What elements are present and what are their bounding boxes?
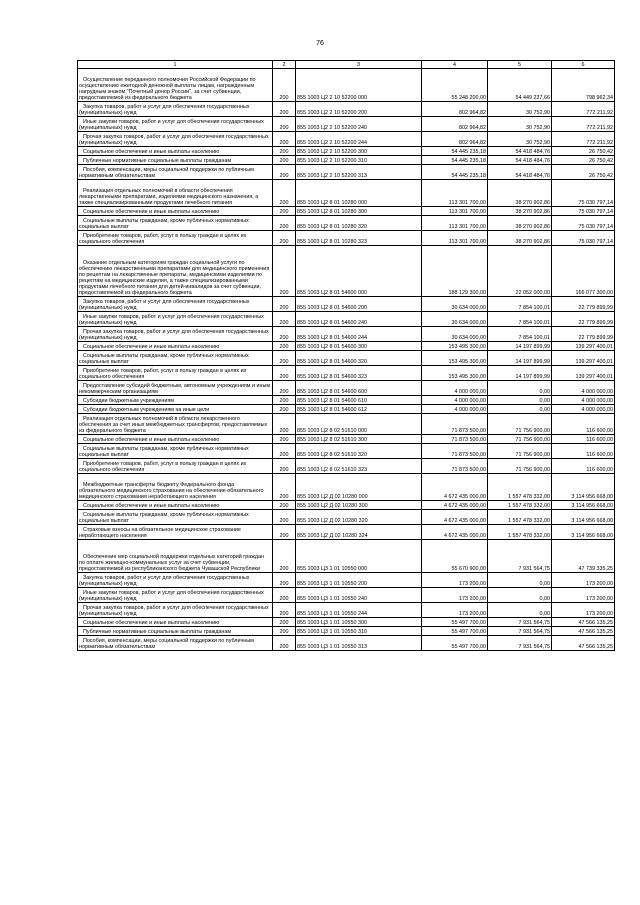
row-classification-code: 855 1003 Ц2 8 01 54600 244 [296,327,422,342]
table-row [78,459,615,474]
column-header: 3 [296,61,422,69]
table-row [78,156,615,165]
row-line-code: 200 [273,69,296,102]
row-approved-amount: 30 634 000,00 [422,312,488,327]
row-line-code: 200 [273,618,296,627]
table-row [78,165,615,180]
row-classification-code: 855 1003 Ц2 8 02 51610 000 [296,414,422,435]
row-executed-amount: 71 756 900,00 [488,444,552,459]
row-line-code: 200 [273,180,296,207]
row-classification-code: 855 1003 Ц2 2 10 52200 313 [296,165,422,180]
table-row [78,381,615,396]
row-classification-code: 855 1003 Ц2 Д 02 10280 320 [296,510,422,525]
row-executed-amount: 38 270 902,86 [488,231,552,246]
row-description: Приобретение товаров, работ, услуг в пользу граждан в целях их социального обеспечения [78,459,273,474]
row-line-code: 200 [273,165,296,180]
row-unexecuted-amount: 173 200,00 [552,603,615,618]
row-unexecuted-amount: 75 030 797,14 [552,231,615,246]
table-row [78,573,615,588]
row-executed-amount: 0,00 [488,603,552,618]
row-line-code: 200 [273,444,296,459]
row-executed-amount: 1 557 478 332,00 [488,510,552,525]
row-unexecuted-amount: 772 211,92 [552,102,615,117]
row-unexecuted-amount: 772 211,92 [552,117,615,132]
table-row [78,327,615,342]
row-classification-code: 855 1003 Ц2 8 01 54600 600 [296,381,422,396]
row-approved-amount: 153 495 300,00 [422,342,488,351]
table-row [78,69,615,102]
row-line-code: 200 [273,312,296,327]
row-description: Социальное обеспечение и иные выплаты населению [78,342,273,351]
row-executed-amount: 14 197 899,99 [488,366,552,381]
row-approved-amount: 30 634 000,00 [422,297,488,312]
row-classification-code: 855 1003 Ц2 8 01 54600 300 [296,342,422,351]
row-approved-amount: 30 634 000,00 [422,327,488,342]
row-approved-amount: 113 301 700,00 [422,216,488,231]
row-description: Реализация отдельных полномочий в области лекарственного обеспечения за счет иных межбюджетных трансфертов, предоставляемых из федерального бюджета [78,414,273,435]
table-row [78,180,615,207]
row-unexecuted-amount: 4 000 000,00 [552,396,615,405]
row-line-code: 200 [273,246,296,297]
row-executed-amount: 7 931 564,75 [488,627,552,636]
row-unexecuted-amount: 166 077 300,00 [552,246,615,297]
row-unexecuted-amount: 4 000 000,00 [552,405,615,414]
row-unexecuted-amount: 116 600,00 [552,444,615,459]
row-line-code: 200 [273,414,296,435]
row-approved-amount: 71 873 500,00 [422,459,488,474]
row-unexecuted-amount: 4 000 000,00 [552,381,615,396]
row-executed-amount: 14 197 899,99 [488,342,552,351]
row-executed-amount: 38 270 902,86 [488,180,552,207]
row-unexecuted-amount: 75 030 797,14 [552,207,615,216]
row-classification-code: 855 1003 Ц2 8 02 51610 300 [296,435,422,444]
row-approved-amount: 55 497 700,00 [422,636,488,651]
row-line-code: 200 [273,351,296,366]
row-description: Прочая закупка товаров, работ и услуг для обеспечения государственных (муниципальных) нужд [78,132,273,147]
row-classification-code: 855 1003 Ц3 1 01 10550 200 [296,573,422,588]
row-approved-amount: 173 200,00 [422,573,488,588]
row-classification-code: 855 1003 Ц2 Д 02 10280 000 [296,474,422,501]
row-approved-amount: 113 301 700,00 [422,231,488,246]
row-classification-code: 855 1003 Ц2 8 01 54600 000 [296,246,422,297]
row-approved-amount: 173 200,00 [422,588,488,603]
table-row [78,414,615,435]
row-approved-amount: 173 200,00 [422,603,488,618]
row-approved-amount: 55 497 700,00 [422,627,488,636]
row-approved-amount: 71 873 500,00 [422,435,488,444]
row-description: Социальное обеспечение и иные выплаты населению [78,501,273,510]
row-line-code: 200 [273,231,296,246]
column-header: 6 [552,61,615,69]
row-line-code: 200 [273,147,296,156]
row-executed-amount: 0,00 [488,588,552,603]
row-classification-code: 855 1003 Ц2 2 10 52200 244 [296,132,422,147]
row-description: Социальные выплаты гражданам, кроме публичных нормативных социальных выплат [78,351,273,366]
column-header: 4 [422,61,488,69]
table-row [78,207,615,216]
row-line-code: 200 [273,627,296,636]
row-approved-amount: 71 873 500,00 [422,444,488,459]
row-description: Предоставление субсидий бюджетным, автономным учреждениям и иным некоммерческим организациям [78,381,273,396]
row-classification-code: 855 1003 Ц2 8 02 51610 323 [296,459,422,474]
row-description: Субсидии бюджетным учреждениям [78,396,273,405]
row-line-code: 200 [273,132,296,147]
row-classification-code: 855 1003 Ц2 8 01 10280 320 [296,216,422,231]
row-approved-amount: 4 672 435 000,00 [422,525,488,540]
row-unexecuted-amount: 26 750,42 [552,165,615,180]
row-line-code: 200 [273,588,296,603]
row-executed-amount: 7 931 564,75 [488,540,552,573]
row-executed-amount: 71 756 900,00 [488,414,552,435]
row-description: Прочая закупка товаров, работ и услуг для обеспечения государственных (муниципальных) нужд [78,603,273,618]
row-line-code: 200 [273,573,296,588]
row-unexecuted-amount: 3 114 956 668,00 [552,474,615,501]
row-description: Обеспечение мер социальной поддержки отдельных категорий граждан по оплате жилищно-коммунальных услуг за счет субвенции, предоставляемой из республиканского бюджета Чувашской Республики [78,540,273,573]
table-row [78,603,615,618]
table-row [78,474,615,501]
table-row [78,444,615,459]
row-line-code: 200 [273,459,296,474]
row-unexecuted-amount: 75 030 797,14 [552,216,615,231]
row-description: Осуществление переданного полномочия Российской Федерации по осуществлению ежегодной денежной выплаты лицам, награжденным нагрудным знаком "Почетный донор России", за счет субвенции, предоставляемой из федерального бюджета [78,69,273,102]
table-row [78,510,615,525]
row-description: Иные закупки товаров, работ и услуг для обеспечения государственных (муниципальных) нужд [78,312,273,327]
row-description: Публичные нормативные социальные выплаты гражданам [78,627,273,636]
table-row [78,342,615,351]
row-approved-amount: 4 672 435 000,00 [422,474,488,501]
row-description: Социальные выплаты гражданам, кроме публичных нормативных социальных выплат [78,510,273,525]
row-line-code: 200 [273,216,296,231]
row-executed-amount: 0,00 [488,573,552,588]
row-approved-amount: 153 495 300,00 [422,351,488,366]
row-executed-amount: 71 756 900,00 [488,435,552,444]
table-row [78,102,615,117]
row-unexecuted-amount: 116 600,00 [552,414,615,435]
row-classification-code: 855 1003 Ц3 1 01 10550 240 [296,588,422,603]
budget-table [77,60,615,651]
table-row [78,312,615,327]
row-executed-amount: 7 931 564,75 [488,636,552,651]
table-row [78,366,615,381]
row-approved-amount: 54 445 235,18 [422,147,488,156]
row-description: Социальное обеспечение и иные выплаты населению [78,147,273,156]
table-row [78,396,615,405]
row-line-code: 200 [273,156,296,165]
row-approved-amount: 4 672 435 000,00 [422,501,488,510]
row-line-code: 200 [273,297,296,312]
row-classification-code: 855 1003 Ц2 8 01 54600 240 [296,312,422,327]
row-description: Иные закупки товаров, работ и услуг для обеспечения государственных (муниципальных) нужд [78,117,273,132]
row-unexecuted-amount: 772 211,92 [552,132,615,147]
row-unexecuted-amount: 3 114 956 668,00 [552,525,615,540]
row-line-code: 200 [273,396,296,405]
row-classification-code: 855 1003 Ц2 8 01 54600 610 [296,396,422,405]
row-unexecuted-amount: 47 566 135,25 [552,636,615,651]
row-line-code: 200 [273,342,296,351]
row-approved-amount: 802 964,82 [422,117,488,132]
row-description: Социальное обеспечение и иные выплаты населению [78,618,273,627]
row-line-code: 200 [273,501,296,510]
row-unexecuted-amount: 173 200,00 [552,573,615,588]
row-unexecuted-amount: 139 297 400,01 [552,342,615,351]
table-row [78,147,615,156]
row-unexecuted-amount: 139 297 400,01 [552,351,615,366]
column-header: 2 [273,61,296,69]
row-executed-amount: 54 449 237,66 [488,69,552,102]
table-row [78,405,615,414]
row-approved-amount: 55 497 700,00 [422,618,488,627]
row-executed-amount: 1 557 478 332,00 [488,525,552,540]
row-unexecuted-amount: 3 114 956 668,00 [552,510,615,525]
row-description: Прочая закупка товаров, работ и услуг для обеспечения государственных (муниципальных) нужд [78,327,273,342]
row-classification-code: 855 1003 Ц3 1 01 10550 313 [296,636,422,651]
row-description: Закупка товаров, работ и услуг для обеспечения государственных (муниципальных) нужд [78,102,273,117]
row-line-code: 200 [273,405,296,414]
page-number: 76 [316,40,324,47]
table-row [78,501,615,510]
row-unexecuted-amount: 22 779 899,99 [552,312,615,327]
table-row [78,618,615,627]
row-description: Приобретение товаров, работ, услуг в пользу граждан в целях их социального обеспечения [78,366,273,381]
row-unexecuted-amount: 3 114 956 668,00 [552,501,615,510]
row-approved-amount: 54 445 235,18 [422,156,488,165]
table-row [78,351,615,366]
row-executed-amount: 71 756 900,00 [488,459,552,474]
row-classification-code: 855 1003 Ц3 1 01 10550 000 [296,540,422,573]
table-row [78,435,615,444]
row-unexecuted-amount: 47 566 135,25 [552,618,615,627]
row-classification-code: 855 1003 Ц2 8 01 54600 612 [296,405,422,414]
row-description: Социальное обеспечение и иные выплаты населению [78,207,273,216]
row-line-code: 200 [273,540,296,573]
row-approved-amount: 4 672 435 000,00 [422,510,488,525]
row-executed-amount: 0,00 [488,381,552,396]
row-classification-code: 855 1003 Ц2 2 10 52200 300 [296,147,422,156]
row-classification-code: 855 1003 Ц2 8 02 51610 320 [296,444,422,459]
row-executed-amount: 1 557 478 332,00 [488,501,552,510]
row-executed-amount: 30 752,90 [488,117,552,132]
row-classification-code: 855 1003 Ц2 2 10 52200 000 [296,69,422,102]
row-unexecuted-amount: 26 750,42 [552,156,615,165]
row-line-code: 200 [273,510,296,525]
row-description: Социальные выплаты гражданам, кроме публичных нормативных социальных выплат [78,444,273,459]
row-unexecuted-amount: 47 566 135,25 [552,627,615,636]
row-line-code: 200 [273,207,296,216]
row-approved-amount: 55 248 200,00 [422,69,488,102]
row-executed-amount: 0,00 [488,405,552,414]
row-description: Закупка товаров, работ и услуг для обеспечения государственных (муниципальных) нужд [78,573,273,588]
row-classification-code: 855 1003 Ц2 Д 02 10280 324 [296,525,422,540]
row-executed-amount: 30 752,90 [488,132,552,147]
row-classification-code: 855 1003 Ц2 2 10 52200 310 [296,156,422,165]
row-executed-amount: 54 418 484,76 [488,156,552,165]
row-executed-amount: 1 557 478 332,00 [488,474,552,501]
table-row [78,540,615,573]
row-classification-code: 855 1003 Ц2 2 10 52200 240 [296,117,422,132]
column-header: 1 [78,61,273,69]
row-approved-amount: 802 964,82 [422,102,488,117]
row-unexecuted-amount: 22 779 899,99 [552,297,615,312]
row-description: Закупка товаров, работ и услуг для обеспечения государственных (муниципальных) нужд [78,297,273,312]
row-line-code: 200 [273,525,296,540]
row-approved-amount: 4 000 000,00 [422,396,488,405]
row-description: Оказание отдельным категориям граждан социальной услуги по обеспечению лекарственными препаратами для медицинского применения по рецептам на лекарственные препараты, медицинскими изделиями по рецептам на медицинские изделия, а также специализированными продуктами лечебного питания для детей-инвалидов за счет субвенции, предоставляемой из федерального бюджета [78,246,273,297]
row-description: Иные закупки товаров, работ и услуг для обеспечения государственных (муниципальных) нужд [78,588,273,603]
row-executed-amount: 38 270 902,86 [488,216,552,231]
row-unexecuted-amount: 173 200,00 [552,588,615,603]
table-row [78,231,615,246]
row-executed-amount: 7 854 100,01 [488,327,552,342]
row-unexecuted-amount: 798 962,34 [552,69,615,102]
row-description: Публичные нормативные социальные выплаты гражданам [78,156,273,165]
row-description: Субсидии бюджетным учреждениям на иные цели [78,405,273,414]
table-header-row [78,61,615,69]
table-row [78,117,615,132]
row-line-code: 200 [273,636,296,651]
row-description: Социальное обеспечение и иные выплаты населению [78,435,273,444]
row-unexecuted-amount: 22 779 899,99 [552,327,615,342]
row-line-code: 200 [273,327,296,342]
row-executed-amount: 54 418 484,76 [488,147,552,156]
row-classification-code: 855 1003 Ц2 8 01 54600 200 [296,297,422,312]
table-row [78,588,615,603]
table-row [78,297,615,312]
row-classification-code: 855 1003 Ц2 8 01 10280 000 [296,180,422,207]
row-description: Социальные выплаты гражданам, кроме публичных нормативных социальных выплат [78,216,273,231]
row-classification-code: 855 1003 Ц3 1 01 10550 244 [296,603,422,618]
table-row [78,216,615,231]
row-line-code: 200 [273,474,296,501]
row-executed-amount: 7 931 564,75 [488,618,552,627]
row-description: Страховые взносы на обязательное медицинское страхование неработающего населения [78,525,273,540]
row-description: Приобретение товаров, работ, услуг в пользу граждан в целях их социального обеспечения [78,231,273,246]
row-executed-amount: 14 197 899,99 [488,351,552,366]
row-classification-code: 855 1003 Ц2 Д 02 10280 300 [296,501,422,510]
row-approved-amount: 71 873 500,00 [422,414,488,435]
row-approved-amount: 113 301 700,00 [422,207,488,216]
row-approved-amount: 802 964,82 [422,132,488,147]
row-classification-code: 855 1003 Ц2 8 01 10280 300 [296,207,422,216]
table-row [78,246,615,297]
row-approved-amount: 54 445 235,18 [422,165,488,180]
row-approved-amount: 153 495 300,00 [422,366,488,381]
row-unexecuted-amount: 47 739 335,25 [552,540,615,573]
row-unexecuted-amount: 75 030 797,14 [552,180,615,207]
row-description: Межбюджетные трансферты бюджету Федерального фонда обязательного медицинского страхования на обеспечение обязательного медицинского страхования неработающего населения [78,474,273,501]
row-approved-amount: 4 000 000,00 [422,405,488,414]
row-executed-amount: 7 854 100,01 [488,312,552,327]
table-row [78,525,615,540]
row-executed-amount: 30 752,90 [488,102,552,117]
row-description: Реализация отдельных полномочий в области обеспечения лекарственными препаратами, изделиями медицинского назначения, а также специализированными продуктами лечебного питания [78,180,273,207]
table-row [78,132,615,147]
row-line-code: 200 [273,366,296,381]
row-approved-amount: 4 000 000,00 [422,381,488,396]
row-executed-amount: 22 052 000,00 [488,246,552,297]
row-approved-amount: 188 129 300,00 [422,246,488,297]
row-classification-code: 855 1003 Ц2 8 01 10280 323 [296,231,422,246]
row-executed-amount: 54 418 484,76 [488,165,552,180]
row-executed-amount: 0,00 [488,396,552,405]
row-executed-amount: 38 270 902,86 [488,207,552,216]
row-approved-amount: 55 670 900,00 [422,540,488,573]
row-unexecuted-amount: 116 600,00 [552,459,615,474]
row-line-code: 200 [273,435,296,444]
row-description: Пособия, компенсации, меры социальной поддержки по публичным нормативным обязательствам [78,165,273,180]
table-row [78,627,615,636]
row-classification-code: 855 1003 Ц3 1 01 10550 300 [296,618,422,627]
row-line-code: 200 [273,117,296,132]
row-classification-code: 855 1003 Ц2 8 01 54600 320 [296,351,422,366]
table-row [78,636,615,651]
row-unexecuted-amount: 116 600,00 [552,435,615,444]
row-line-code: 200 [273,603,296,618]
row-executed-amount: 7 854 100,01 [488,297,552,312]
row-approved-amount: 113 301 700,00 [422,180,488,207]
row-classification-code: 855 1003 Ц2 8 01 54600 323 [296,366,422,381]
row-unexecuted-amount: 139 297 400,01 [552,366,615,381]
column-header: 5 [488,61,552,69]
row-line-code: 200 [273,102,296,117]
row-unexecuted-amount: 26 750,42 [552,147,615,156]
row-line-code: 200 [273,381,296,396]
row-classification-code: 855 1003 Ц2 2 10 52200 200 [296,102,422,117]
row-description: Пособия, компенсации, меры социальной поддержки по публичным нормативным обязательствам [78,636,273,651]
row-classification-code: 855 1003 Ц3 1 01 10550 310 [296,627,422,636]
